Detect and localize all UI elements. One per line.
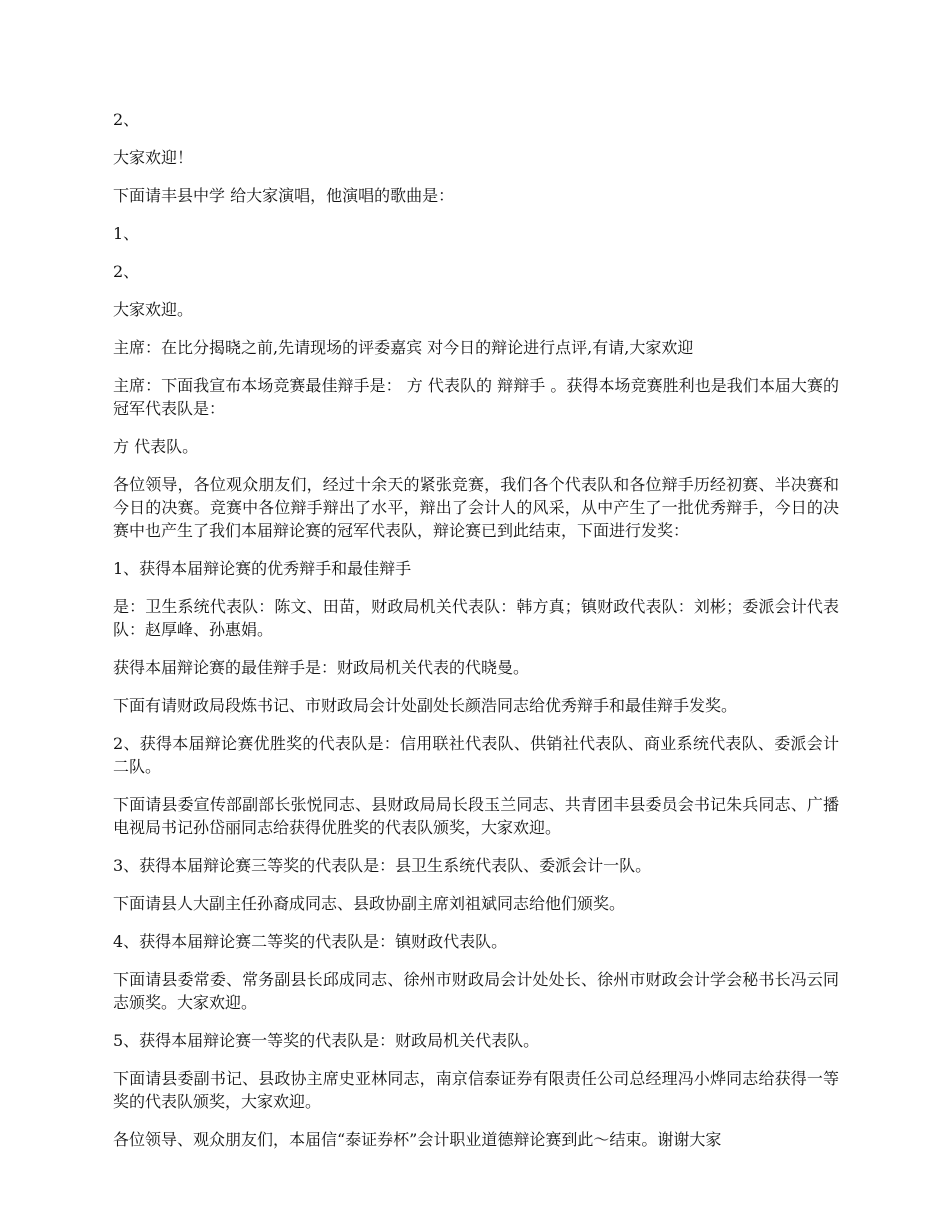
paragraph-13: 获得本届辩论赛的最佳辩手是：财政局机关代表的代晓曼。 [113, 658, 530, 677]
paragraph-6: 大家欢迎。 [113, 300, 194, 319]
paragraph-19: 4、获得本届辩论赛二等奖的代表队是：镇财政代表队。 [113, 932, 508, 951]
paragraph-23: 各位领导、观众朋友们，本届信“泰证券杯”会计职业道德辩论赛到此～结束。谢谢大家 [113, 1130, 722, 1149]
paragraph-12: 是：卫生系统代表队：陈文、田苗，财政局机关代表队：韩方真；镇财政代表队：刘彬；委派会计代表队：赵厚峰、孙惠娟。 [113, 597, 839, 639]
paragraph-16: 下面请县委宣传部副部长张悦同志、县财政局局长段玉兰同志、共青团丰县委员会书记朱兵同志、广播电视局书记孙岱丽同志给获得优胜奖的代表队颁奖，大家欢迎。 [113, 795, 839, 837]
paragraph-5: 2、 [113, 262, 140, 281]
paragraph-20: 下面请县委常委、常务副县长邱成同志、徐州市财政局会计处处长、徐州市财政会计学会秘书长冯云同志颁奖。大家欢迎。 [113, 970, 839, 1012]
paragraph-18: 下面请县人大副主任孙裔成同志、县政协副主席刘祖斌同志给他们颁奖。 [113, 894, 626, 913]
paragraph-17: 3、获得本届辩论赛三等奖的代表队是：县卫生系统代表队、委派会计一队。 [113, 856, 652, 875]
document-body [113, 108, 839, 1166]
paragraph-2: 大家欢迎！ [113, 148, 194, 167]
paragraph-21: 5、获得本届辩论赛一等奖的代表队是：财政局机关代表队。 [113, 1031, 540, 1050]
paragraph-8: 主席：下面我宣布本场竞赛最佳辩手是： 方 代表队的 辩辩手 。获得本场竞赛胜利也是我们本届大赛的冠军代表队是： [113, 376, 839, 418]
paragraph-11: 1、获得本届辩论赛的优秀辩手和最佳辩手 [113, 559, 412, 578]
paragraph-4: 1、 [113, 224, 140, 243]
paragraph-7: 主席：在比分揭晓之前,先请现场的评委嘉宾 对今日的辩论进行点评,有请,大家欢迎 [113, 338, 694, 357]
paragraph-15: 2、获得本届辩论赛优胜奖的代表队是：信用联社代表队、供销社代表队、商业系统代表队、委派会计二队。 [113, 734, 839, 776]
paragraph-1: 2、 [113, 110, 140, 129]
paragraph-9: 方 代表队。 [113, 437, 199, 456]
paragraph-14: 下面有请财政局段炼书记、市财政局会计处副处长颜浩同志给优秀辩手和最佳辩手发奖。 [113, 696, 738, 715]
paragraph-22: 下面请县委副书记、县政协主席史亚林同志，南京信泰证券有限责任公司总经理冯小烨同志给获得一等奖的代表队颁奖，大家欢迎。 [113, 1069, 839, 1111]
paragraph-3: 下面请丰县中学 给大家演唱，他演唱的歌曲是： [113, 186, 455, 205]
paragraph-10: 各位领导，各位观众朋友们，经过十余天的紧张竞赛，我们各个代表队和各位辩手历经初赛、半决赛和今日的决赛。竞赛中各位辩手辩出了水平，辩出了会计人的风采，从中产生了一批优秀辩手，今日的决赛中也产生了我们本届辩论赛的冠军代表队，辩论赛已到此结束，下面进行发奖： [113, 475, 839, 540]
